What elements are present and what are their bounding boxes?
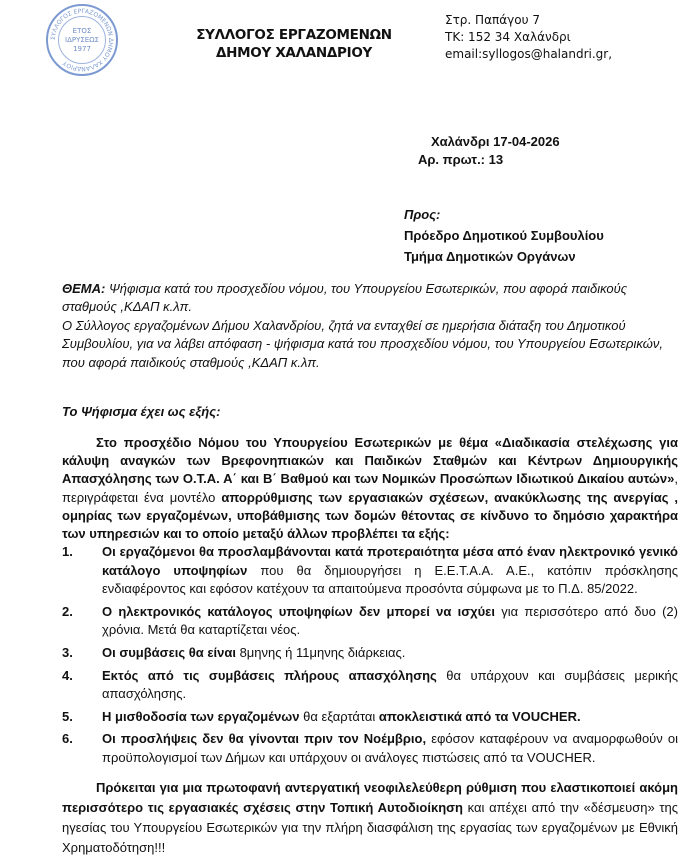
list-item <box>62 730 678 767</box>
list-item <box>62 708 678 727</box>
item-bold: Οι εργαζόμενοι θα προσλαμβάνονται κατά προτεραιότητα μέσα από έναν ηλεκτρονικό γενικό κατάλογο υποψηφίων <box>102 544 678 578</box>
date-line: Χαλάνδρι 17-04-2026 <box>431 134 560 149</box>
closing-bold: Πρόκειται για μια πρωτοφανή αντεργατική νεοφιλελεύθερη ρύθμιση που ελαστικοποιεί ακόμη περισσότερο τις εργασιακές σχέσεις στην Τοπική Αυτοδιοίκηση <box>62 780 678 815</box>
item-text: εφόσον καταφέρουν να αναμορφωθούν οι προϋπολογισμοί των Δήμων και υπάρχουν οι ανάλογες πιστώσεις από τα VOUCHER. <box>102 731 679 765</box>
recipient-label: Προς: <box>404 207 441 222</box>
item-number: 5. <box>62 708 73 724</box>
item-number: 4. <box>62 667 73 683</box>
item-bold: Ο ηλεκτρονικός κατάλογος υποψηφίων δεν μπορεί να ισχύει <box>102 603 495 619</box>
list-item <box>62 667 678 704</box>
stamp-line-1: ΕΤΟΣ <box>72 26 92 35</box>
intro-bold-1: Στο προσχέδιο Νόμου του Υπουργείου Εσωτερικών με θέμα «Διαδικασία στελέχωσης για κάλυψη αναγκών των Βρεφονηπιακών και Παιδικών Σταθμών και Κέντρων Δημιουργικής Απασχόλησης των Ο.Τ.Α. Α΄ και Β΄ Βαθμού και των Νομικών Προσώπων Ιδιωτικού Δικαίου αυτών» <box>62 435 678 487</box>
item-bold-2: αποκλειστικά από τα VOUCHER. <box>378 708 581 724</box>
contact-block <box>445 12 612 63</box>
org-title-line-2: ΔΗΜΟΥ ΧΑΛΑΝΔΡΙΟΥ <box>215 45 372 61</box>
item-text: 8μηνης ή 11μηνης διάρκειας. <box>235 644 406 660</box>
date-block <box>418 133 560 169</box>
stamp-center <box>58 16 106 64</box>
postcode: ΤΚ: 152 34 Χαλάνδρι <box>445 30 571 44</box>
protocol-number: Αρ. πρωτ.: 13 <box>418 152 504 167</box>
organization-title <box>188 26 400 62</box>
item-text: θα εξαρτάται <box>299 708 379 724</box>
closing-paragraph <box>62 778 678 858</box>
item-number: 2. <box>62 603 73 619</box>
item-text: θα υπάρχουν και συμβάσεις μερικής απασχόλησης. <box>102 667 678 702</box>
item-text: για περισσότερο από δυο (2) χρόνια. Μετά θα καταρτίζεται νέος. <box>102 603 678 638</box>
intro-bold-2: απορρύθμισης των εργασιακών σχέσεων, ανακύκλωσης της ανεργίας , ομηρίας των εργαζομένων, υποβάθμισης των δομών θέτοντας σε κίνδυνο το δημόσιο χαρακτήρα των υπηρεσιών και το οποίο μεταξύ άλλων προβλέπει τα εξής: <box>62 489 678 542</box>
intro-normal-1: , περιγράφεται ένα μοντέλο <box>62 471 678 505</box>
stamp-line-3: 1977 <box>73 44 91 53</box>
item-bold: Οι συμβάσεις θα είναι <box>102 644 236 660</box>
item-bold: Η μισθοδοσία των εργαζομένων <box>102 708 300 724</box>
subject-label: ΘΕΜΑ: <box>62 281 106 296</box>
recipient-block <box>404 204 604 267</box>
item-number: 6. <box>62 731 73 747</box>
item-bold: Εκτός από τις συμβάσεις πλήρους απασχόλησης <box>102 667 437 683</box>
provisions-list <box>62 543 678 772</box>
union-stamp-icon <box>46 4 118 76</box>
list-item <box>62 644 678 663</box>
email: email:syllogos@halandri.gr, <box>445 47 613 61</box>
item-number: 3. <box>62 644 73 660</box>
subject-text: Ψήφισμα κατά του προσχεδίου νόμου, του Υπουργείου Εσωτερικών, που αφορά παιδικούς σταθμούς ,ΚΔΑΠ κ.λπ. <box>62 281 628 315</box>
item-number: 1. <box>62 544 73 559</box>
list-item <box>62 543 678 599</box>
svg-text:ΣΥΛΛΟΓΟΣ ΕΡΓΑΖΟΜΕΝΩΝ ΔΗΜΟΥ ΧΑΛ: ΣΥΛΛΟΓΟΣ ΕΡΓΑΖΟΜΕΝΩΝ ΔΗΜΟΥ ΧΑΛΑΝΔΡΙΟΥ <box>49 7 115 73</box>
stamp-line-2: ΙΔΡΥΣΕΩΣ <box>65 35 99 44</box>
item-bold: Οι προσλήψεις δεν θα γίνονται πριν τον Νοέμβριο, <box>102 731 427 747</box>
subject-line <box>62 280 678 317</box>
intro-paragraph <box>62 434 678 543</box>
recipient-line-2: Τμήμα Δημοτικών Οργάνων <box>404 249 576 264</box>
org-title-line-1: ΣΥΛΛΟΓΟΣ ΕΡΓΑΖΟΜΕΝΩΝ <box>196 27 392 43</box>
list-item <box>62 603 678 640</box>
address: Στρ. Παπάγου 7 <box>445 13 540 27</box>
request-paragraph: Ο Σύλλογος εργαζομένων Δήμου Χαλανδρίου, ζητά να ενταχθεί σε ημερήσια διάταξη του Δημοτικού Συμβουλίου, για να λάβει απόφαση - ψήφισμα κατά του προσχεδίου νόμου, του Υπουργείου Εσωτερικών, που αφορά παιδικούς σταθμούς ,ΚΔΑΠ κ.λπ. <box>62 318 663 370</box>
resolution-heading: Το Ψήφισμα έχει ως εξής: <box>62 404 221 419</box>
item-text: που θα δημιουργήσει η Ε.Ε.Τ.Α.Α. Α.Ε., κατόπιν πρόσκλησης ενδιαφέροντος και εφόσον κατέχουν τα απαιτούμενα προσόντα σύμφωνα με το Π.Δ. 85/2022. <box>102 562 678 597</box>
closing-text: και απέχει από την «δέσμευση» της ηγεσίας του Υπουργείου Εσωτερικών για την πλήρη διασφάλιση της εργασίας των εργαζομένων με Εθνική Χρηματοδότηση!!! <box>62 800 679 855</box>
recipient-line-1: Πρόεδρο Δημοτικού Συμβουλίου <box>404 228 604 243</box>
